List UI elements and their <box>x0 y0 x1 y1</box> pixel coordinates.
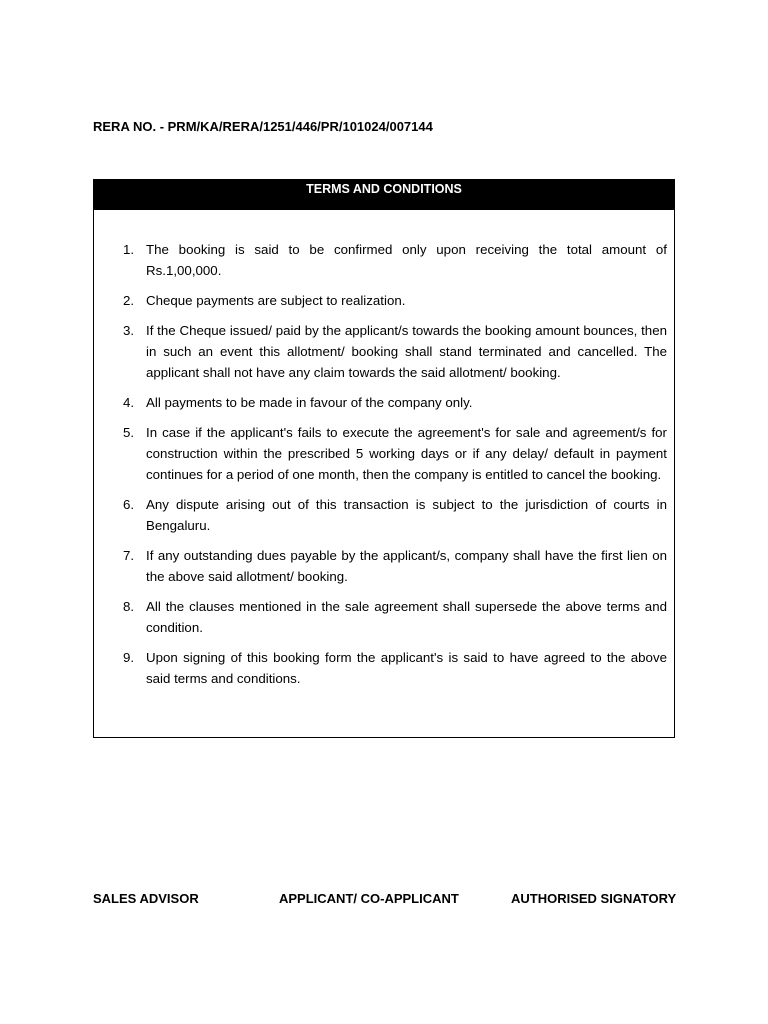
term-item <box>123 290 667 311</box>
term-number: 5. <box>123 425 135 440</box>
term-item <box>123 545 667 587</box>
term-item <box>123 494 667 536</box>
term-item <box>123 392 667 413</box>
signature-row <box>0 891 768 911</box>
term-number: 1. <box>123 242 135 257</box>
term-text: Upon signing of this booking form the applicant's is said to have agreed to the above said terms and conditions. <box>146 650 667 686</box>
term-text: In case if the applicant's fails to execute the agreement's for sale and agreement/s for construction within the prescribed 5 working days or if any delay/ default in payment continues for a period of one month, then the company is entitled to cancel the booking. <box>146 425 667 482</box>
term-text: The booking is said to be confirmed only upon receiving the total amount of Rs.1,00,000. <box>146 242 667 278</box>
term-number: 4. <box>123 395 135 410</box>
sales-advisor-label: SALES ADVISOR <box>93 891 199 906</box>
term-item <box>123 596 667 638</box>
term-text: If the Cheque issued/ paid by the applicant/s towards the booking amount bounces, then in such an event this allotment/ booking shall stand terminated and cancelled. The applicant shall not have any claim towards the said allotment/ booking. <box>146 323 667 380</box>
term-number: 8. <box>123 599 135 614</box>
term-number: 3. <box>123 323 135 338</box>
term-number: 9. <box>123 650 135 665</box>
applicant-label: APPLICANT/ CO-APPLICANT <box>279 891 459 906</box>
term-text: All the clauses mentioned in the sale agreement shall supersede the above terms and condition. <box>146 599 667 635</box>
terms-and-conditions-box <box>93 179 675 738</box>
term-item <box>123 647 667 689</box>
term-text: All payments to be made in favour of the company only. <box>146 395 473 410</box>
rera-number: RERA NO. - PRM/KA/RERA/1251/446/PR/101024/007144 <box>93 119 433 134</box>
term-text: If any outstanding dues payable by the applicant/s, company shall have the first lien on the above said allotment/ booking. <box>146 548 667 584</box>
term-number: 2. <box>123 293 135 308</box>
terms-list <box>94 210 674 689</box>
term-number: 7. <box>123 548 135 563</box>
authorised-signatory-label: AUTHORISED SIGNATORY <box>511 891 677 906</box>
term-item <box>123 320 667 383</box>
term-number: 6. <box>123 497 135 512</box>
terms-title: TERMS AND CONDITIONS <box>94 180 674 210</box>
term-item <box>123 239 667 281</box>
term-text: Any dispute arising out of this transaction is subject to the jurisdiction of courts in Bengaluru. <box>146 497 667 533</box>
term-item <box>123 422 667 485</box>
term-text: Cheque payments are subject to realization. <box>146 293 406 308</box>
